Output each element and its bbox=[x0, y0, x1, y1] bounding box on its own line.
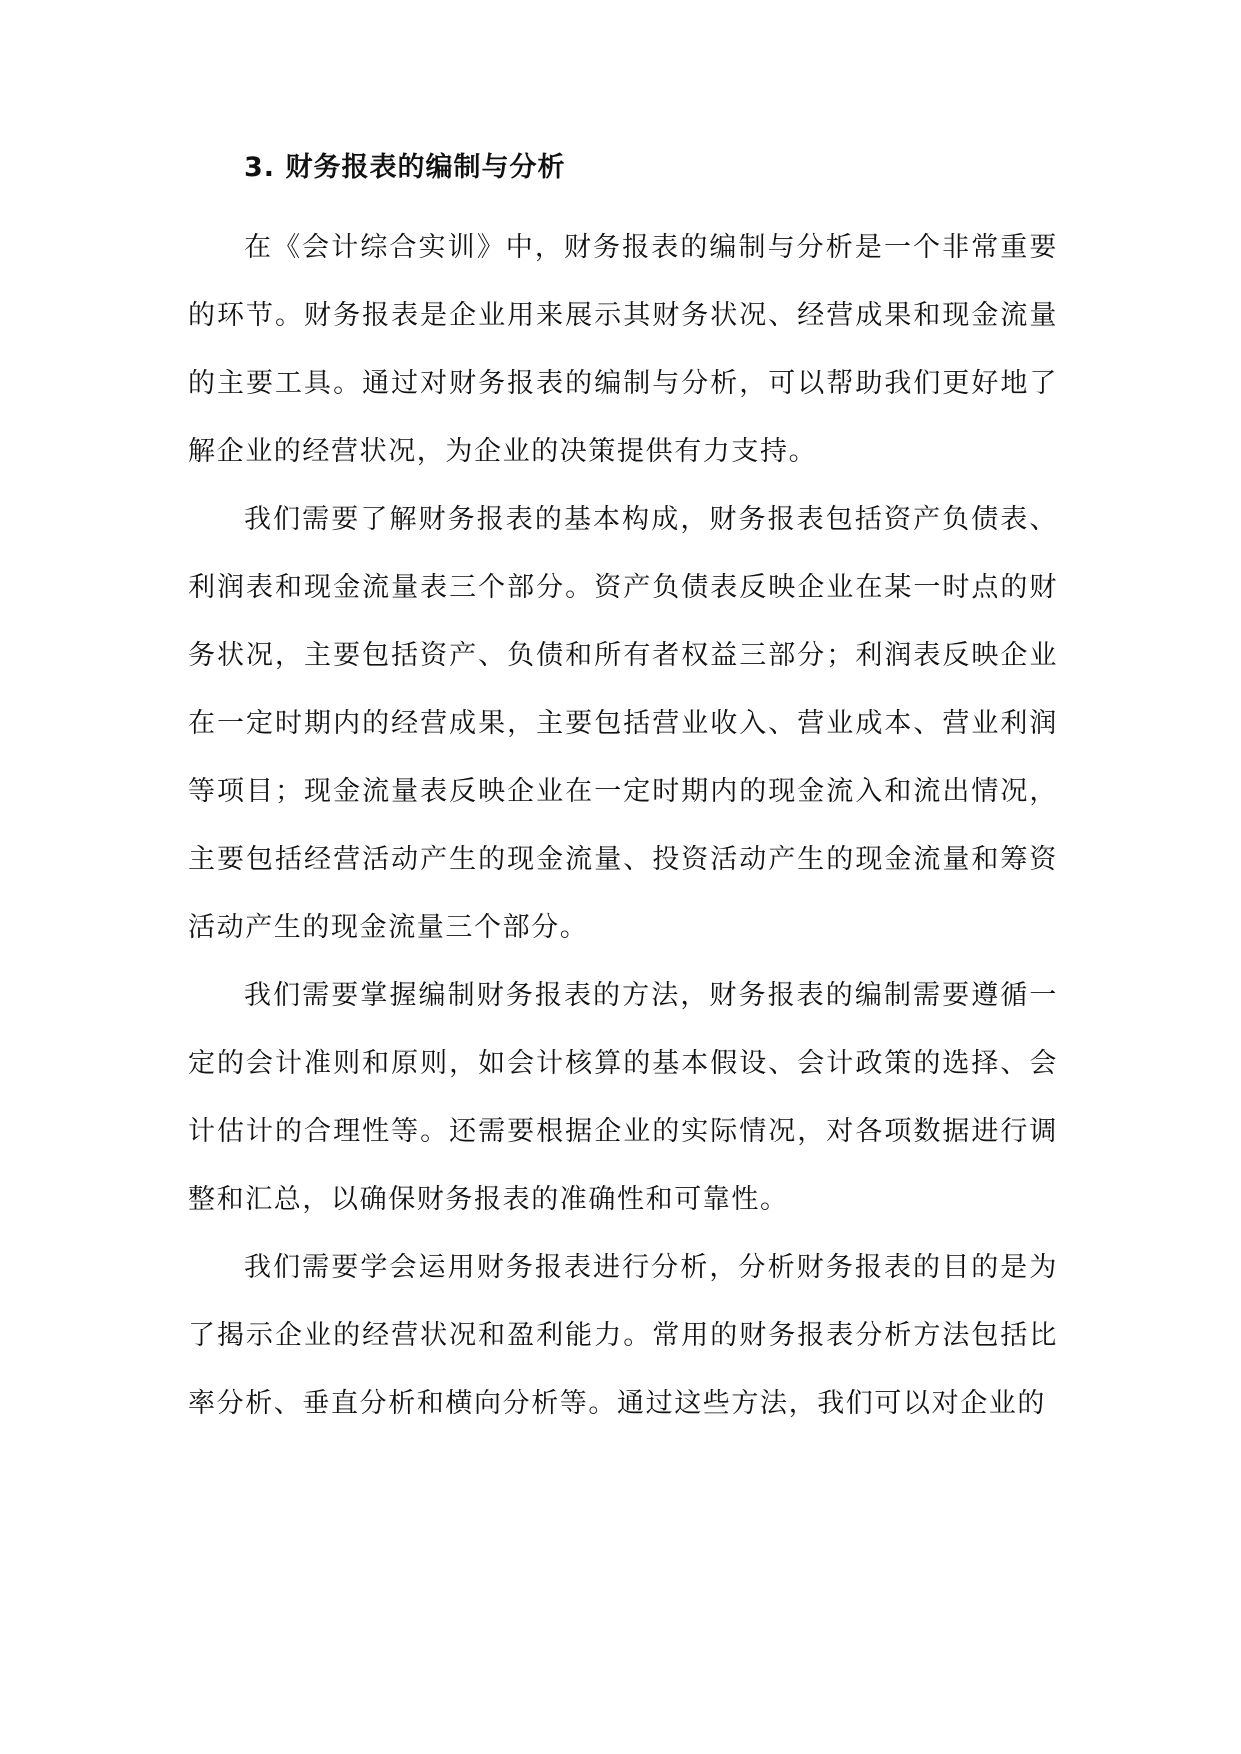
document-body bbox=[188, 148, 1058, 1438]
paragraph-intro: 在《会计综合实训》中，财务报表的编制与分析是一个非常重要的环节。财务报表是企业用来展示其财务状况、经营成果和现金流量的主要工具。通过对财务报表的编制与分析，可以帮助我们更好地了解企业的经营状况，为企业的决策提供有力支持。 bbox=[188, 232, 1058, 467]
section-heading: 3. 财务报表的编制与分析 bbox=[244, 152, 566, 183]
paragraph-composition: 我们需要了解财务报表的基本构成，财务报表包括资产负债表、利润表和现金流量表三个部分。资产负债表反映企业在某一时点的财务状况，主要包括资产、负债和所有者权益三部分；利润表反映企业在一定时期内的经营成果，主要包括营业收入、营业成本、营业利润等项目；现金流量表反映企业在一定时期内的现金流入和流出情况，主要包括经营活动产生的现金流量、投资活动产生的现金流量和筹资活动产生的现金流量三个部分。 bbox=[188, 504, 1058, 943]
paragraph-compilation-method: 我们需要掌握编制财务报表的方法，财务报表的编制需要遵循一定的会计准则和原则，如会计核算的基本假设、会计政策的选择、会计估计的合理性等。还需要根据企业的实际情况，对各项数据进行调整和汇总，以确保财务报表的准确性和可靠性。 bbox=[188, 980, 1058, 1215]
paragraph-analysis: 我们需要学会运用财务报表进行分析，分析财务报表的目的是为了揭示企业的经营状况和盈利能力。常用的财务报表分析方法包括比率分析、垂直分析和横向分析等。通过这些方法，我们可以对企业的 bbox=[188, 1252, 1058, 1419]
